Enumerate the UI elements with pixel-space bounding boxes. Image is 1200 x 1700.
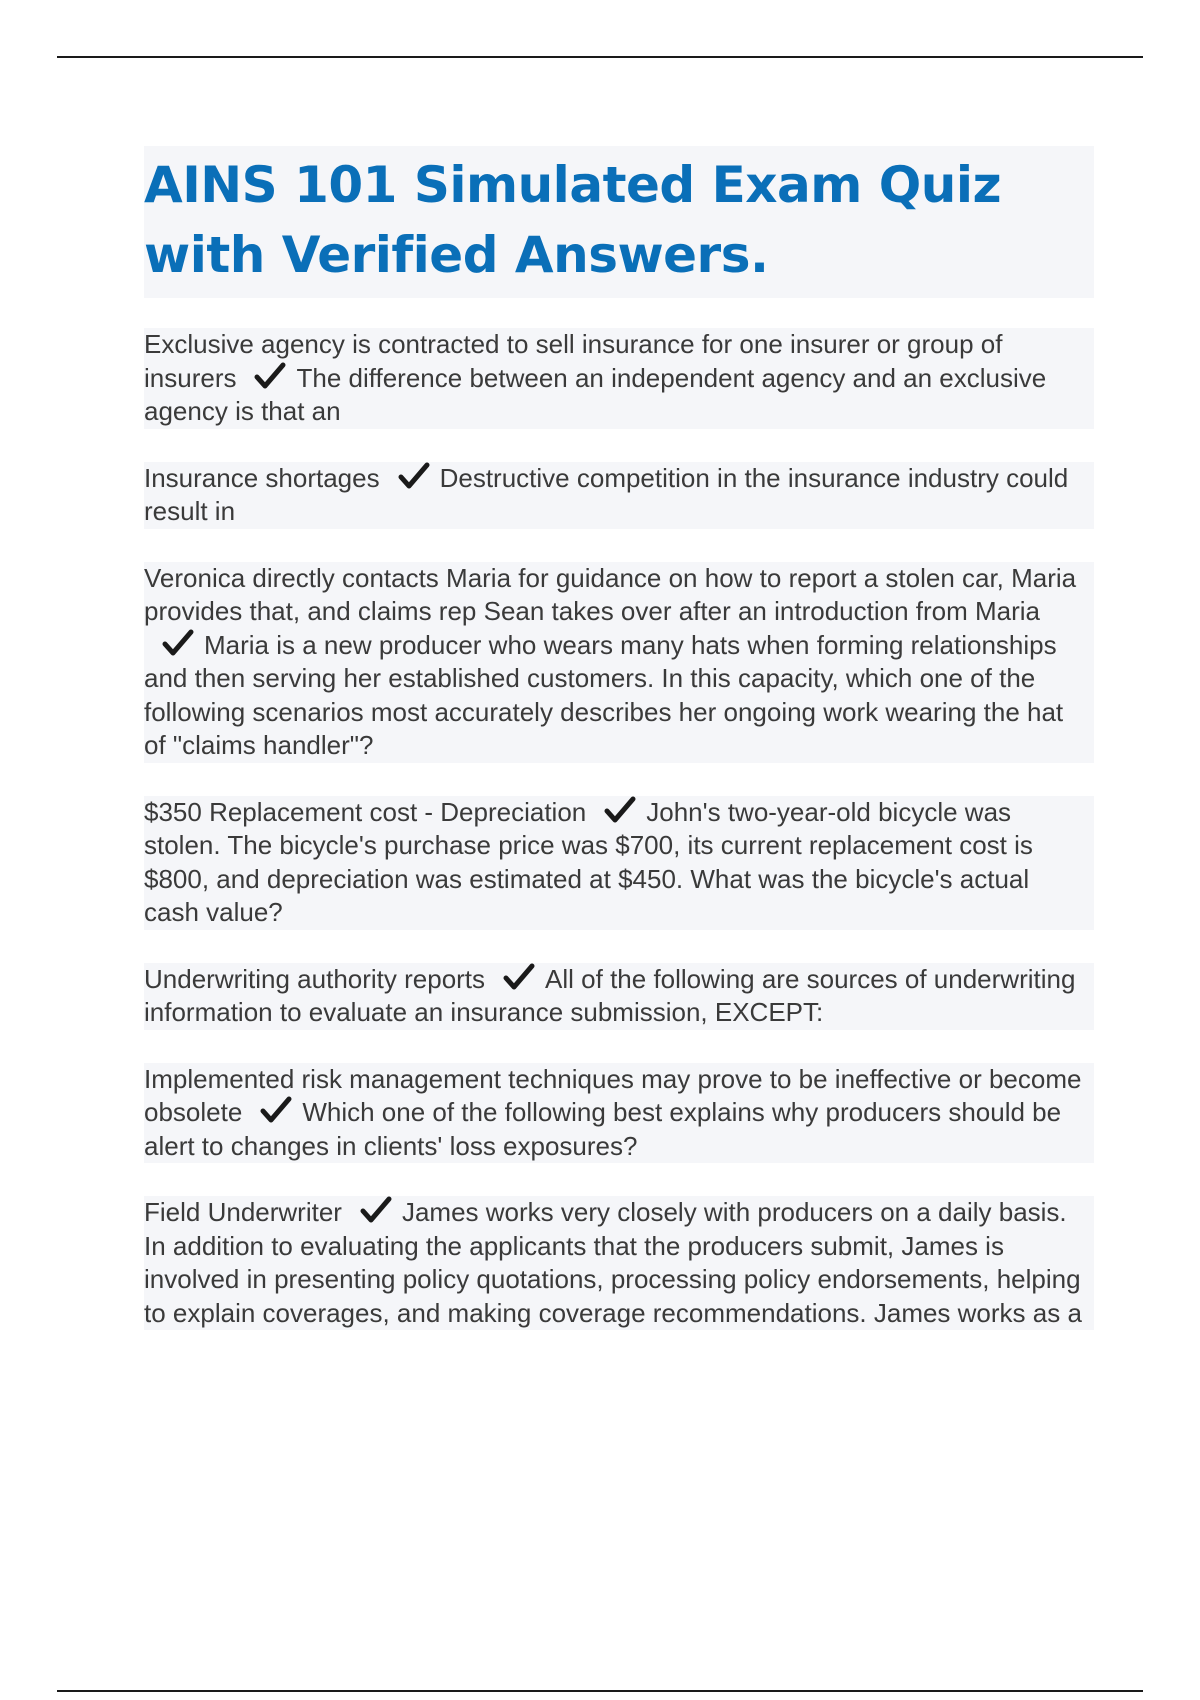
checkmark-icon [604,796,636,824]
answer-text: Veronica directly contacts Maria for guidance on how to report a stolen car, Maria provides that, and claims rep Sean takes over after an introduction from Maria [144,562,1077,626]
qa-item [144,328,1094,429]
title-block [144,146,1094,298]
qa-item [144,796,1094,930]
checkmark-icon [360,1196,392,1224]
answer-text: Field Underwriter [144,1197,342,1227]
checkmark-icon [254,362,286,390]
checkmark-icon [503,963,535,991]
answer-text: Insurance shortages [144,462,380,493]
question-text: Destructive competition in the insurance industry could result in [144,462,1069,526]
checkmark-icon [260,1096,292,1124]
checkmark-icon [398,462,430,490]
top-rule [57,56,1143,58]
qa-item [144,562,1094,763]
checkmark-icon [162,629,194,657]
qa-item [144,462,1094,529]
question-text: Which one of the following best explains why producers should be alert to changes in clients' loss exposures? [144,1097,1062,1161]
answer-text: Exclusive agency is contracted to sell insurance for one insurer or group of insurers [144,329,1003,393]
document-body [144,146,1094,1363]
answer-text: Underwriting authority reports [144,963,486,994]
answer-text: Implemented risk management techniques may prove to be ineffective or become obsolete [144,1063,1082,1127]
question-text: Maria is a new producer who wears many hats when forming relationships and then serving her established customers. In this capacity, which one of the following scenarios most accurately describes her ongoing work wearing the hat of "claims handler"? [144,629,1064,760]
question-text: The difference between an independent agency and an exclusive agency is that an [144,362,1047,426]
question-text: John's two-year-old bicycle was stolen. The bicycle's purchase price was $700, its current replacement cost is $800, and depreciation was estimated at $450. What was the bicycle's actual cash value? [144,796,1033,927]
question-text: James works very closely with producers on a daily basis. In addition to evaluating the applicants that the producers submit, James is involved in presenting policy quotations, processing policy endorsements, helping to explain coverages, and making coverage recommendations. James works as a [144,1197,1082,1328]
question-text: All of the following are sources of underwriting information to evaluate an insurance submission, EXCEPT: [144,963,1076,1027]
qa-item [144,963,1094,1030]
bottom-rule [57,1690,1143,1692]
qa-item [144,1196,1094,1330]
qa-item [144,1063,1094,1164]
document-title: AINS 101 Simulated Exam Quiz with Verified Answers. [144,156,1002,284]
answer-text: $350 Replacement cost - Depreciation [144,796,587,827]
